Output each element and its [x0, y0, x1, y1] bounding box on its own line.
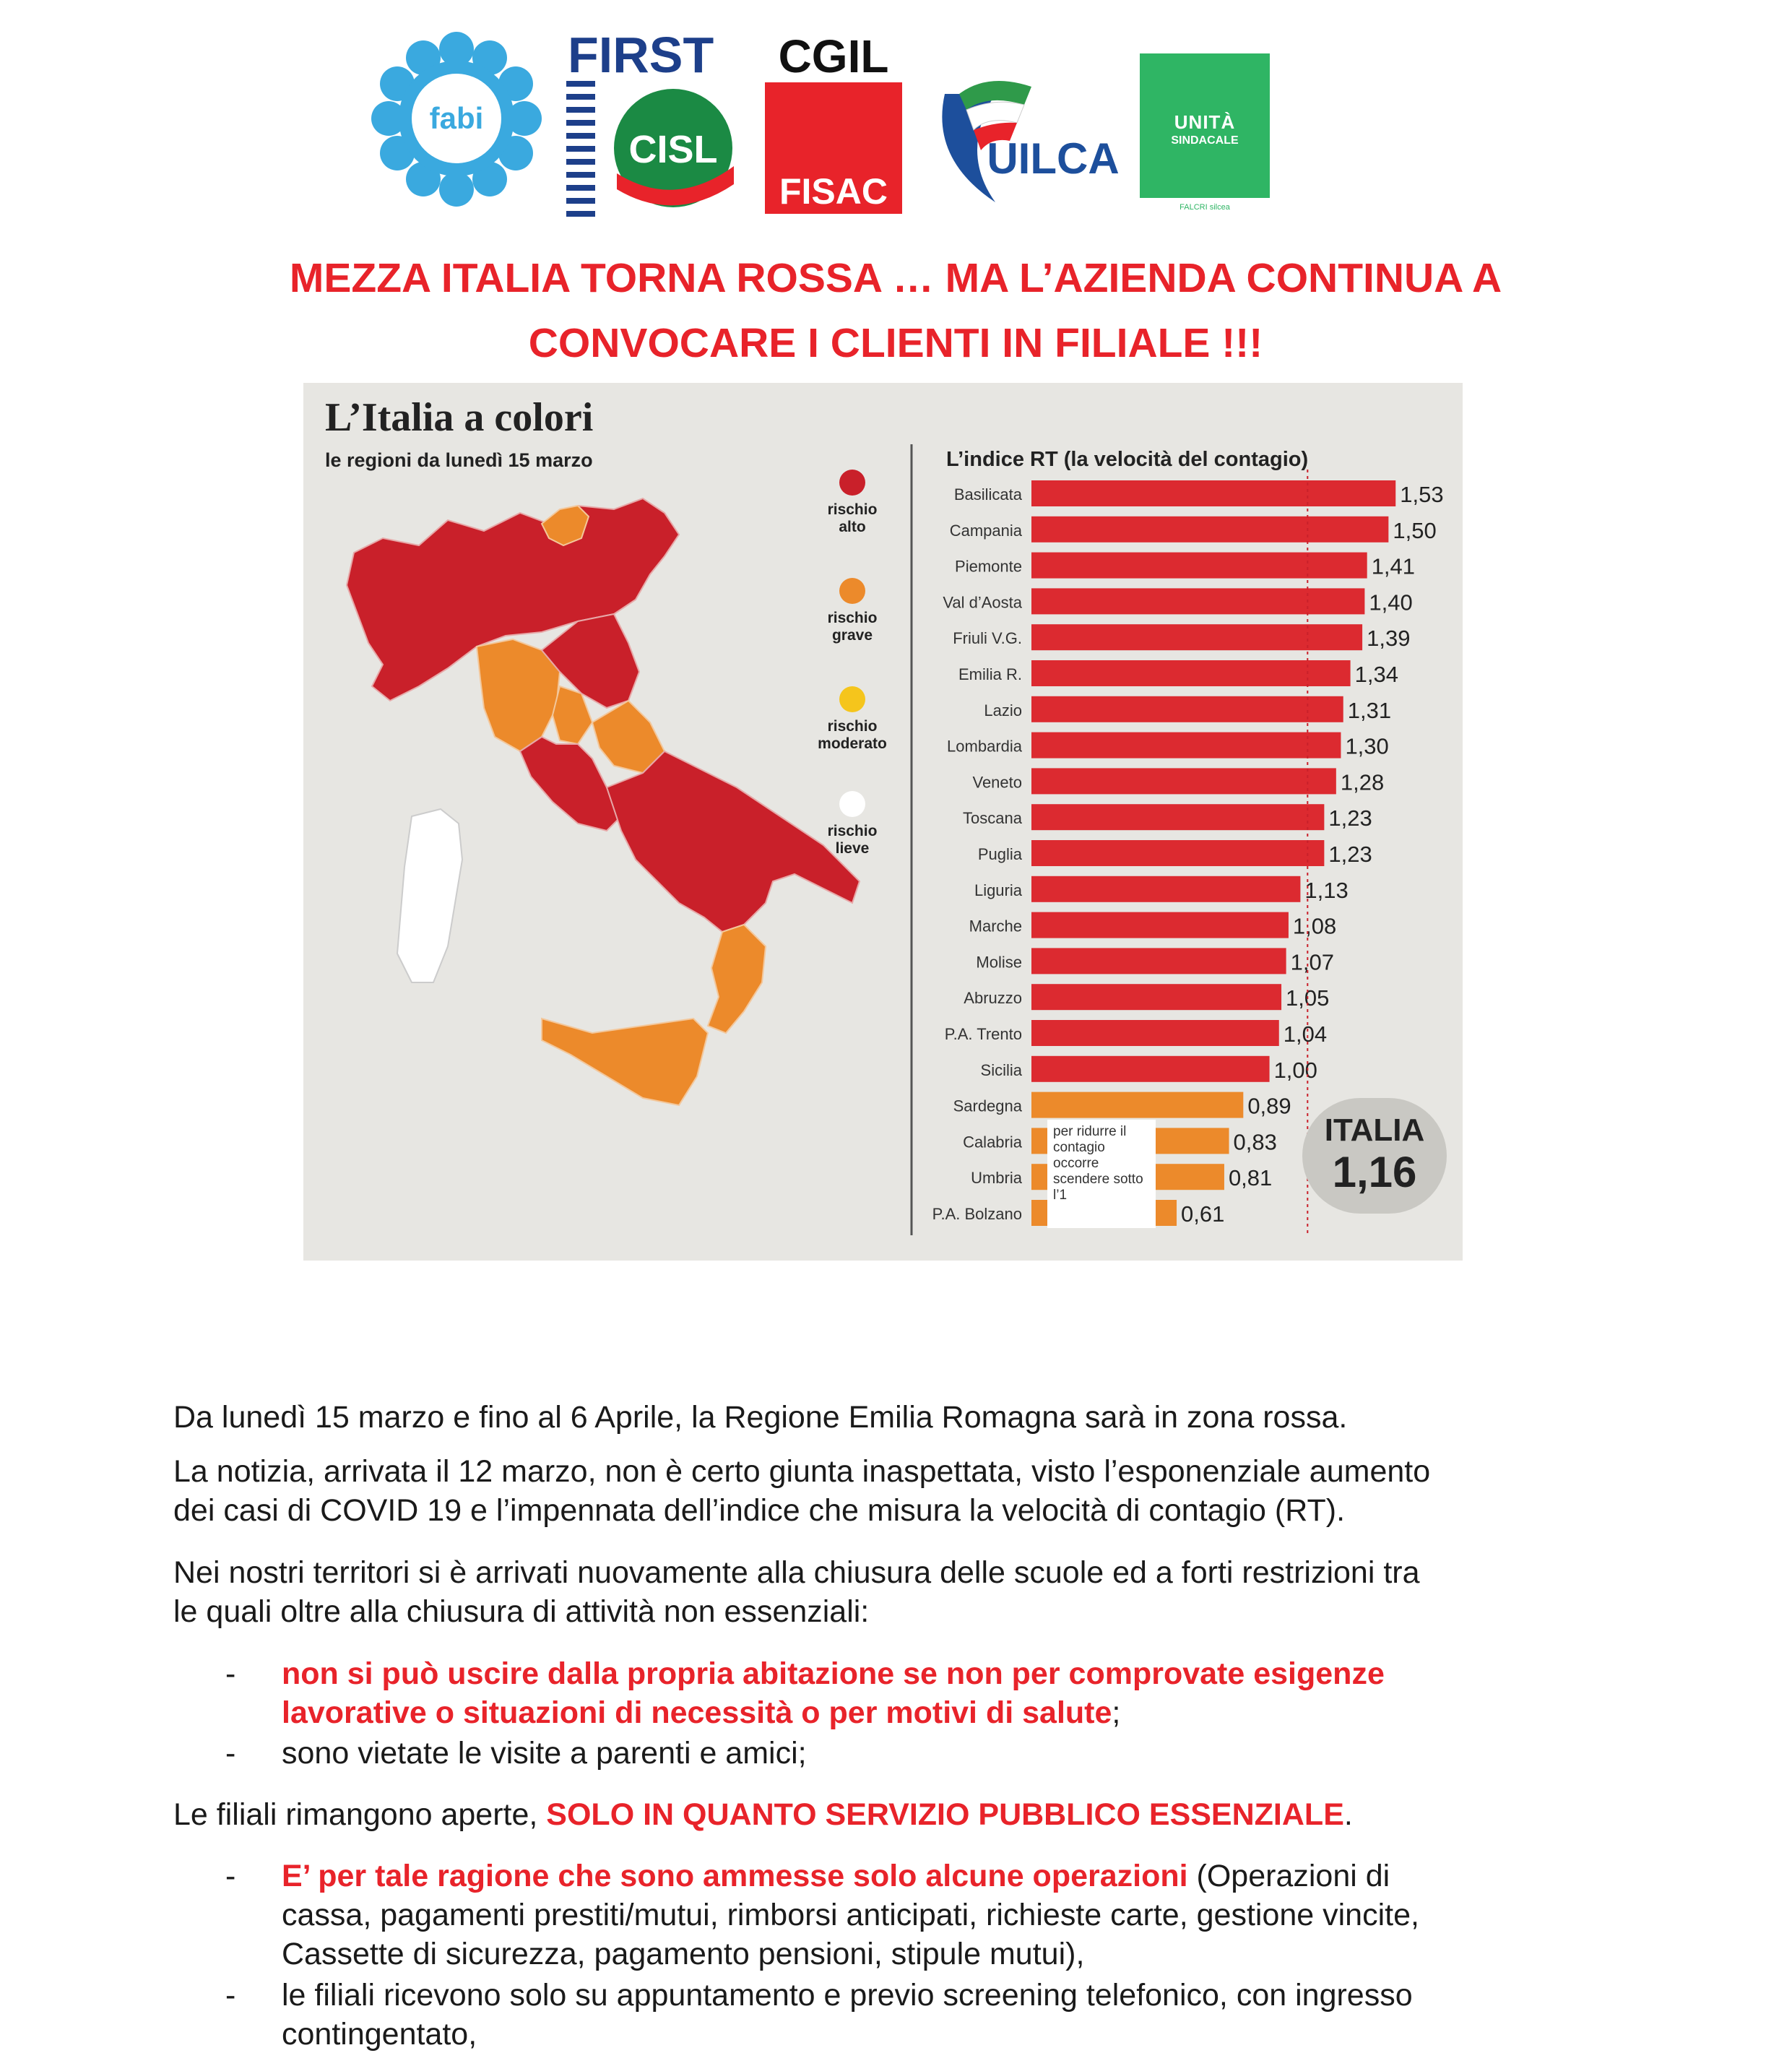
bar-category-label: Lombardia: [947, 737, 1022, 756]
bar-value-label: 0,61: [1181, 1201, 1225, 1227]
bar-category-label: Puglia: [977, 845, 1022, 863]
bullet-1-line-2: lavorative o situazioni di necessità o per motivi di salute: [282, 1695, 1112, 1730]
rt-bar-chart: [303, 383, 1463, 1261]
bar: [1031, 696, 1343, 722]
bullet-2: sono vietate le visite a parenti e amici;: [282, 1736, 807, 1771]
bullet-3: [282, 1857, 1625, 1974]
legend-label: rischio: [827, 610, 878, 626]
bar-category-label: Basilicata: [953, 485, 1022, 503]
bar-value-label: 1,41: [1371, 553, 1416, 579]
legend-label: moderato: [818, 735, 887, 752]
italy-risk-infographic: [303, 383, 1463, 1261]
bar: [1031, 1056, 1270, 1082]
chart-note: per ridurre il contagio occorre scendere sotto l’1: [1047, 1120, 1156, 1228]
bar-category-label: Calabria: [963, 1133, 1022, 1151]
bar-category-label: Lazio: [984, 701, 1022, 719]
italia-badge: [1302, 1098, 1447, 1214]
bar-category-label: Friuli V.G.: [953, 629, 1022, 648]
title-line-2: CONVOCARE I CLIENTI IN FILIALE !!!: [528, 320, 1263, 366]
italia-value: 1,16: [1332, 1148, 1417, 1196]
bullet-1-end: ;: [1112, 1695, 1121, 1730]
bullet-1-line-1: non si può uscire dalla propria abitazione se non per comprovate esigenze: [282, 1656, 1385, 1691]
paragraph-4-pre: Le filiali rimangono aperte,: [173, 1797, 547, 1832]
bullet-4-line-2: contingentato,: [282, 2017, 477, 2052]
bullet-dash: -: [225, 1978, 236, 2013]
bar-value-label: 1,23: [1328, 842, 1372, 867]
cisl-logo-text: CISL: [628, 128, 718, 171]
bar-value-label: 1,34: [1354, 662, 1398, 687]
bullet-dash: -: [225, 1656, 236, 1691]
bar: [1031, 912, 1289, 938]
paragraph-2-line-2: dei casi di COVID 19 e l’impennata dell’indice che misura la velocità di contagio (RT).: [173, 1493, 1346, 1528]
bullet-dash: -: [225, 1736, 236, 1771]
bar-value-label: 1,05: [1286, 985, 1330, 1011]
bar-value-label: 0,81: [1228, 1165, 1273, 1191]
bar-category-label: Veneto: [972, 773, 1022, 792]
chart-title: L’indice RT (la velocità del contagio): [946, 448, 1309, 471]
bullet-3-line-3: Cassette di sicurezza, pagamento pensioni, stipule mutui),: [282, 1937, 1085, 1971]
fisac-logo-text: FISAC: [779, 171, 888, 212]
bar-category-label: Marche: [969, 917, 1022, 935]
bar-value-label: 1,23: [1328, 805, 1372, 831]
bullet-3-line-2: cassa, pagamenti prestiti/mutui, rimborsi anticipati, richieste carte, gestione vincite,: [282, 1898, 1419, 1932]
bar-category-label: Piemonte: [955, 557, 1022, 576]
bar-category-label: Campania: [949, 521, 1022, 540]
bar-category-label: Val d’Aosta: [943, 593, 1022, 612]
document-title: [144, 246, 1647, 376]
bar-value-label: 0,83: [1233, 1129, 1277, 1155]
paragraph-3-line-1: Nei nostri territori si è arrivati nuovamente alla chiusura delle scuole ed a forti restrizioni tra: [173, 1555, 1420, 1590]
bar: [1031, 588, 1364, 614]
bar-value-label: 1,00: [1273, 1057, 1317, 1083]
italia-label: ITALIA: [1324, 1112, 1425, 1148]
map-subtitle: le regioni da lunedì 15 marzo: [325, 449, 593, 471]
bar-value-label: 1,40: [1369, 589, 1413, 615]
sindacale-logo-text: SINDACALE: [1171, 134, 1239, 147]
bar-category-label: Umbria: [971, 1169, 1022, 1188]
legend-label: grave: [831, 627, 873, 644]
bar-value-label: 1,04: [1283, 1021, 1328, 1047]
bar: [1031, 660, 1351, 686]
uilca-logo-text: UILCA: [987, 134, 1120, 183]
cgil-fisac-logo: [762, 32, 905, 216]
bar-value-label: 0,89: [1247, 1093, 1291, 1119]
bar: [1031, 804, 1324, 830]
unita-sindacale-logo: [1140, 53, 1270, 217]
bullet-4: [282, 1976, 1625, 2054]
title-line-1: MEZZA ITALIA TORNA ROSSA … MA L’AZIENDA CONTINUA A: [289, 255, 1502, 301]
bullet-4-line-1: le filiali ricevono solo su appuntamento e previo screening telefonico, con ingresso: [282, 1978, 1413, 2013]
bullet-dash: -: [225, 1859, 236, 1893]
legend-label: alto: [839, 519, 866, 535]
unita-logo-text: UNITÀ: [1174, 111, 1236, 133]
legend-label: rischio: [827, 718, 878, 735]
bar-category-label: Emilia R.: [958, 665, 1022, 683]
paragraph-1: Da lunedì 15 marzo e fino al 6 Aprile, la Regione Emilia Romagna sarà in zona rossa.: [173, 1400, 1348, 1435]
bar-value-label: 1,30: [1345, 733, 1389, 759]
paragraph-4: [173, 1795, 1625, 1834]
bar: [1031, 624, 1362, 650]
bar: [1031, 480, 1395, 506]
paragraph-2: [173, 1452, 1625, 1530]
paragraph-4-end: .: [1343, 1797, 1353, 1832]
paragraph-2-line-1: La notizia, arrivata il 12 marzo, non è certo giunta inaspettata, visto l’esponenziale aumento: [173, 1454, 1431, 1489]
fabi-logo-text: fabi: [429, 101, 484, 135]
bar-category-label: P.A. Trento: [944, 1025, 1022, 1043]
bar: [1031, 516, 1388, 543]
first-logo-text: FIRST: [568, 29, 714, 83]
bar: [1031, 876, 1300, 902]
bar-value-label: 1,07: [1290, 949, 1334, 975]
fabi-logo: [368, 26, 545, 217]
bar: [1031, 984, 1281, 1010]
bar-value-label: 1,31: [1347, 697, 1392, 723]
bar: [1031, 948, 1286, 974]
bar-category-label: Sicilia: [980, 1060, 1022, 1079]
bar: [1031, 732, 1341, 758]
bar-category-label: Abruzzo: [964, 989, 1022, 1008]
bar-value-label: 1,50: [1393, 517, 1437, 543]
bar: [1031, 553, 1367, 579]
bar: [1031, 1020, 1279, 1046]
falcri-logo-text: FALCRI silcea: [1140, 198, 1270, 217]
bar-category-label: Sardegna: [953, 1097, 1022, 1115]
bar-category-label: Molise: [976, 953, 1022, 972]
bar-category-label: Liguria: [974, 881, 1022, 899]
legend-label: lieve: [835, 840, 870, 857]
bullet-3-highlight: E’ per tale ragione che sono ammesse solo alcune operazioni: [282, 1859, 1188, 1893]
map-title: L’Italia a colori: [325, 395, 594, 440]
uilca-logo: [916, 65, 1121, 218]
bar-value-label: 1,39: [1367, 626, 1411, 652]
bar: [1031, 840, 1324, 866]
bullet-3-rest: (Operazioni di: [1187, 1859, 1390, 1893]
paragraph-4-highlight: SOLO IN QUANTO SERVIZIO PUBBLICO ESSENZIALE: [546, 1797, 1344, 1832]
paragraph-3: [173, 1553, 1625, 1631]
bullet-1: [282, 1654, 1625, 1732]
bar-value-label: 1,13: [1304, 877, 1349, 903]
cgil-logo-text: CGIL: [778, 32, 889, 82]
bar-value-label: 1,08: [1292, 913, 1337, 939]
paragraph-3-line-2: le quali oltre alla chiusura di attività non essenziali:: [173, 1594, 870, 1629]
legend-label: rischio: [827, 501, 878, 518]
bar-value-label: 1,28: [1340, 769, 1385, 795]
bar-value-label: 1,53: [1400, 482, 1444, 507]
bar-category-label: Toscana: [963, 809, 1022, 828]
first-cisl-logo: [566, 29, 740, 218]
bar: [1031, 768, 1336, 794]
legend-label: rischio: [827, 823, 878, 839]
bar: [1031, 1092, 1243, 1118]
bar-category-label: P.A. Bolzano: [932, 1205, 1022, 1223]
